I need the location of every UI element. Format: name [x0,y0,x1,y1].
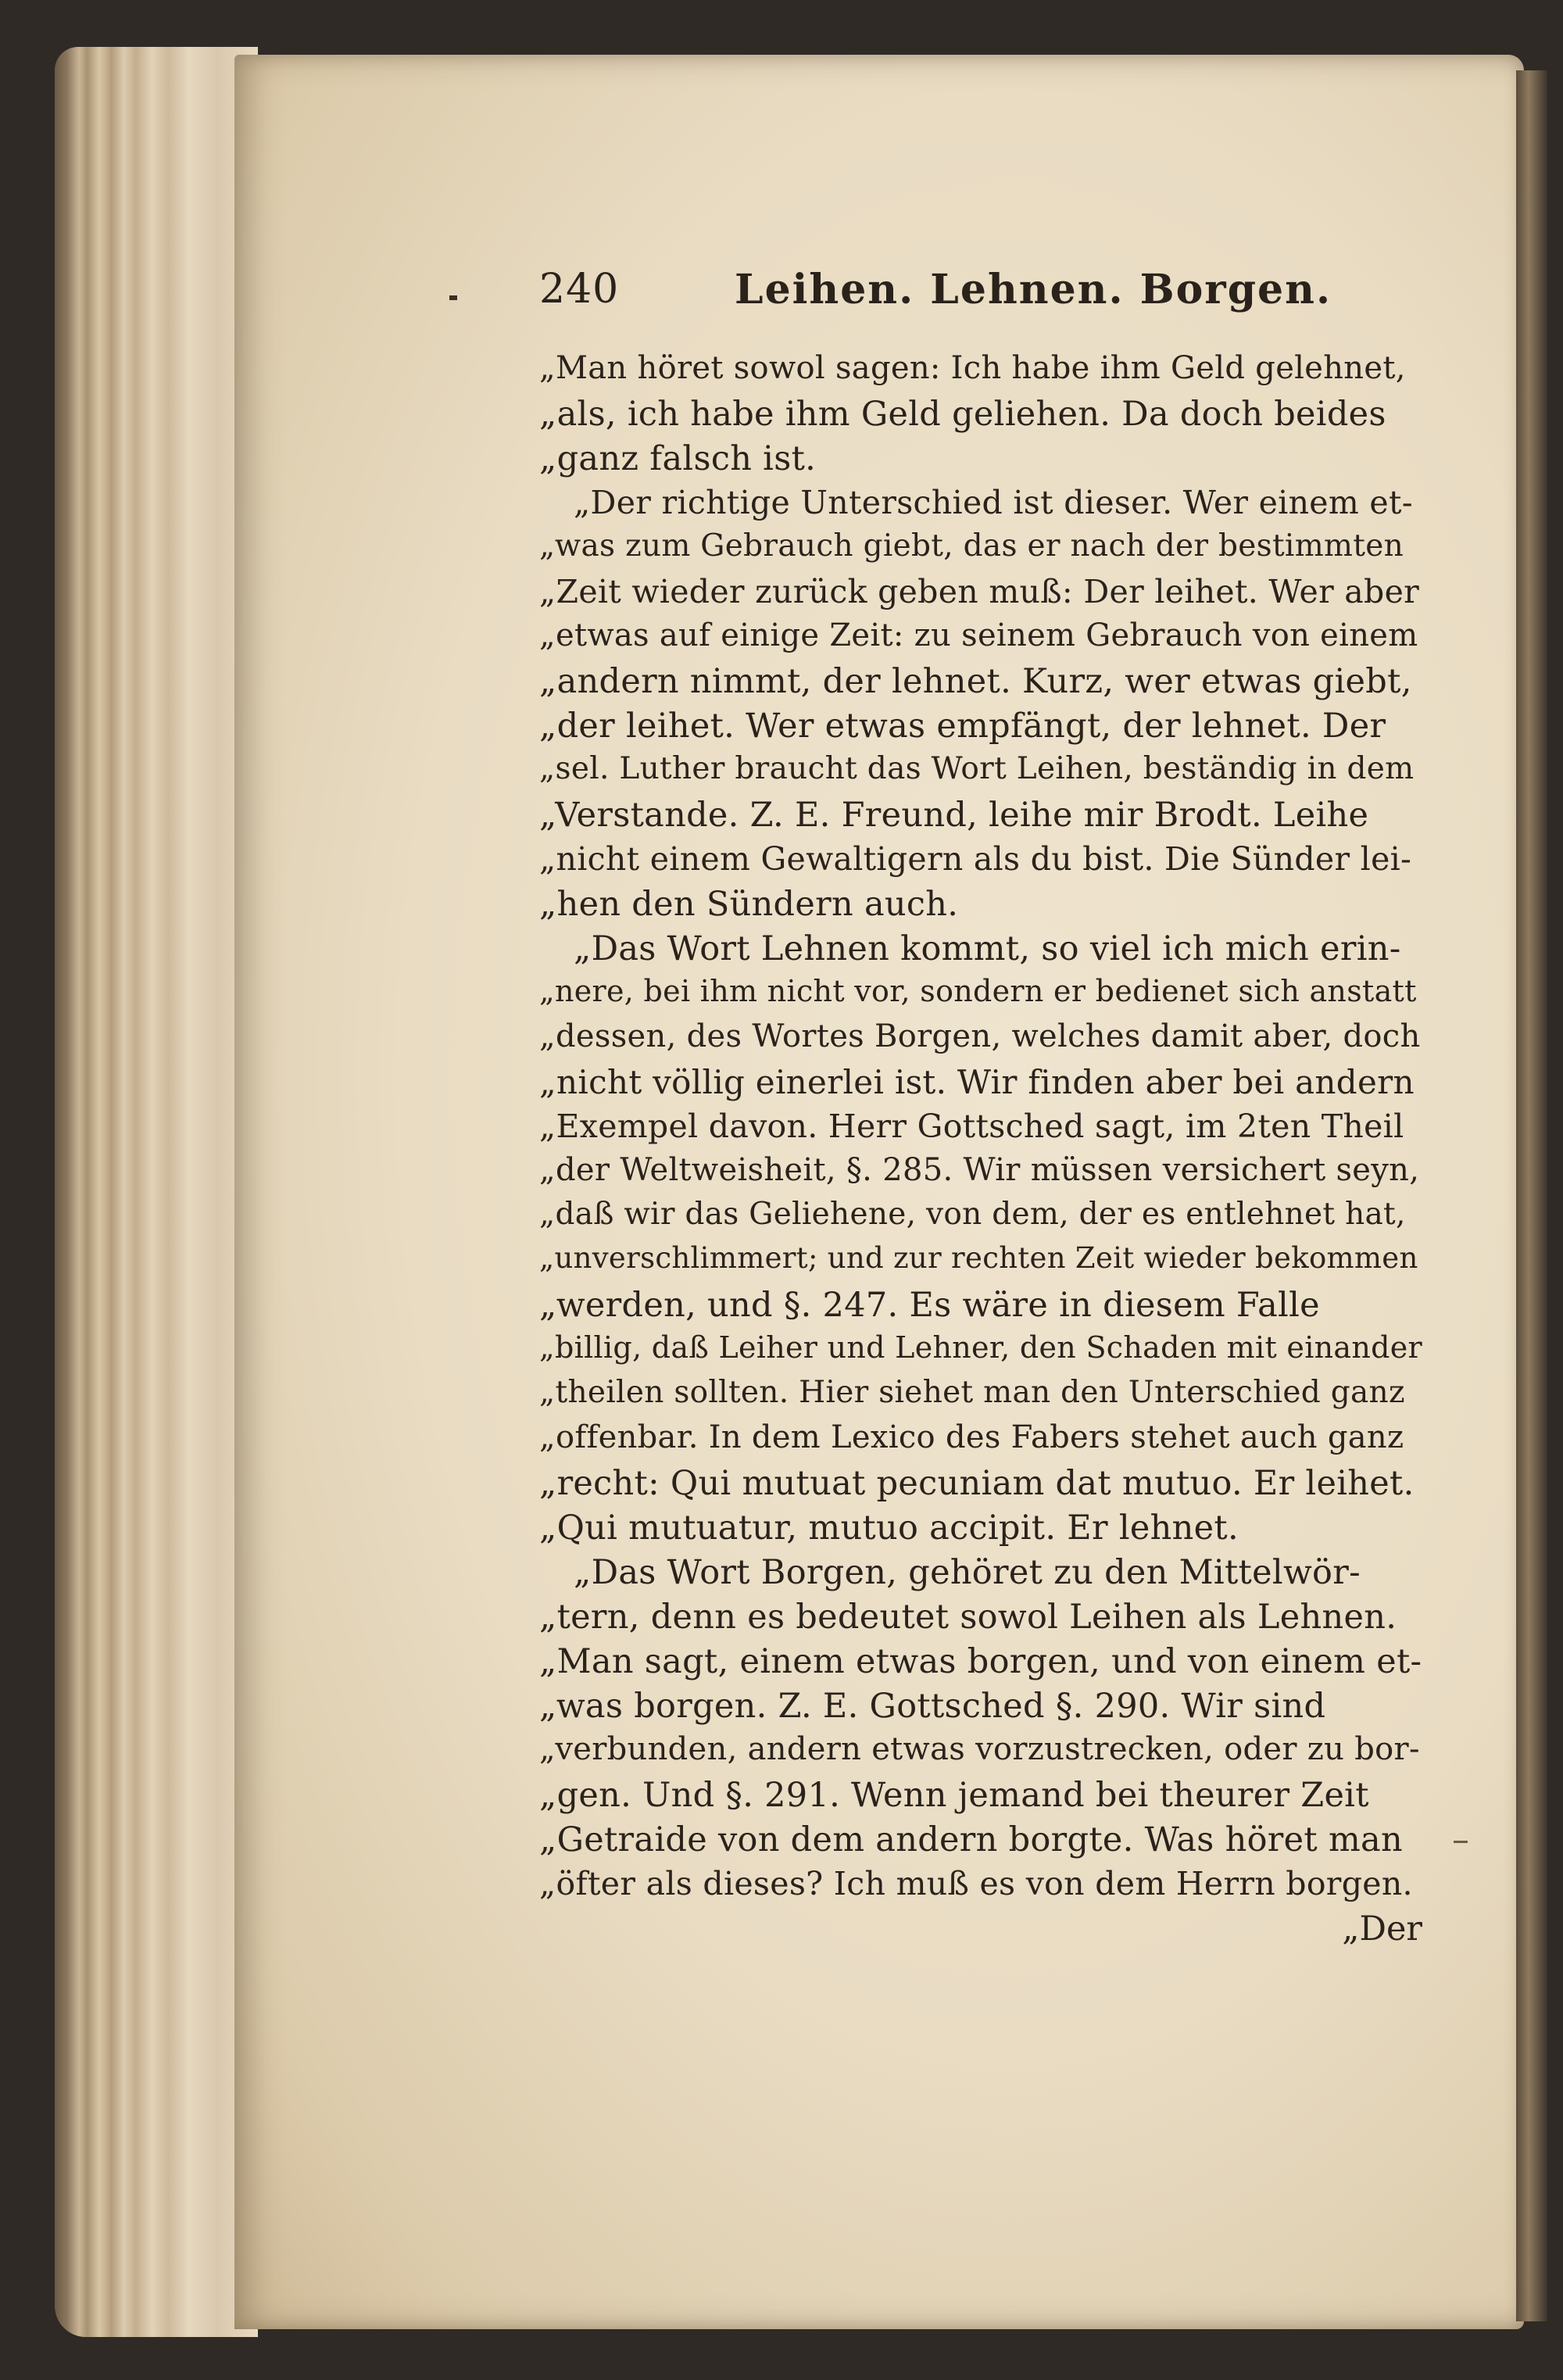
margin-mark-right [1454,1841,1468,1843]
text-line: „werden, und §. 247. Es wäre in diesem Falle [539,1286,1320,1325]
catchword: „Der [1342,1909,1422,1949]
text-line: „Das Wort Borgen, gehöret zu den Mittelwör- [574,1553,1361,1592]
text-line: „was zum Gebrauch giebt, das er nach der bestimmten [539,528,1404,564]
text-line: „Exempel davon. Herr Gottsched sagt, im 2ten Theil [539,1108,1404,1145]
text-line: „öfter als dieses? Ich muß es von dem Herrn borgen. [539,1865,1413,1902]
text-line: „ganz falsch ist. [539,439,817,478]
page-text-block [539,266,1423,1949]
text-line: „was borgen. Z. E. Gottsched §. 290. Wir sind [539,1687,1326,1726]
text-line: „recht: Qui mutuat pecuniam dat mutuo. Er leihet. [539,1464,1415,1503]
text-line: „etwas auf einige Zeit: zu seinem Gebrauch von einem [539,617,1418,653]
text-line: „Qui mutuatur, mutuo accipit. Er lehnet. [539,1509,1239,1548]
text-line: „Der richtige Unterschied ist dieser. Wer einem et- [574,484,1413,521]
text-line: „andern nimmt, der lehnet. Kurz, wer etwas giebt, [539,662,1412,701]
page-number: 240 [539,266,620,313]
text-line: „sel. Luther braucht das Wort Leihen, beständig in dem [539,751,1415,786]
text-line: „nere, bei ihm nicht vor, sondern er bedienet sich anstatt [539,974,1417,1008]
text-line: „unverschlimmert; und zur rechten Zeit wieder bekommen [539,1241,1418,1275]
text-line: „Man sagt, einem etwas borgen, und von einem et- [539,1642,1422,1681]
text-line: „tern, denn es bedeutet sowol Leihen als Lehnen. [539,1598,1397,1637]
text-line: „verbunden, andern etwas vorzustrecken, oder zu bor- [539,1731,1420,1767]
text-line: „offenbar. In dem Lexico des Fabers stehet auch ganz [539,1419,1404,1455]
text-line: „nicht einem Gewaltigern als du bist. Die Sünder lei- [539,840,1412,878]
stacked-page-edges [55,47,258,2337]
text-line: „Man höret sowol sagen: Ich habe ihm Geld gelehnet, [539,350,1406,386]
text-line: „theilen sollten. Hier siehet man den Unterschied ganz [539,1375,1405,1410]
running-head: Leihen. Lehnen. Borgen. [735,266,1332,313]
text-line: „der leihet. Wer etwas empfängt, der lehnet. Der [539,707,1386,746]
text-line: „gen. Und §. 291. Wenn jemand bei theurer Zeit [539,1776,1369,1815]
text-line: „Das Wort Lehnen kommt, so viel ich mich erin- [574,929,1401,968]
text-line: „der Weltweisheit, §. 285. Wir müssen versichert seyn, [539,1152,1420,1188]
text-line: „Zeit wieder zurück geben muß: Der leihet. Wer aber [539,573,1420,610]
binding-gutter [1516,70,1547,2321]
page-header [539,266,1422,344]
text-line: „daß wir das Geliehene, von dem, der es entlehnet hat, [539,1197,1406,1232]
text-line: „Verstande. Z. E. Freund, leihe mir Brodt. Leihe [539,796,1369,835]
text-line: „als, ich habe ihm Geld geliehen. Da doch beides [539,395,1386,434]
text-line: „dessen, des Wortes Borgen, welches damit aber, doch [539,1018,1421,1054]
text-line: „billig, daß Leiher und Lehner, den Schaden mit einander [539,1330,1423,1365]
text-line: „Getraide von dem andern borgte. Was höret man [539,1820,1403,1859]
text-line: „hen den Sündern auch. [539,885,959,924]
text-line: „nicht völlig einerlei ist. Wir finden aber bei andern [539,1063,1415,1101]
margin-mark [449,295,457,300]
